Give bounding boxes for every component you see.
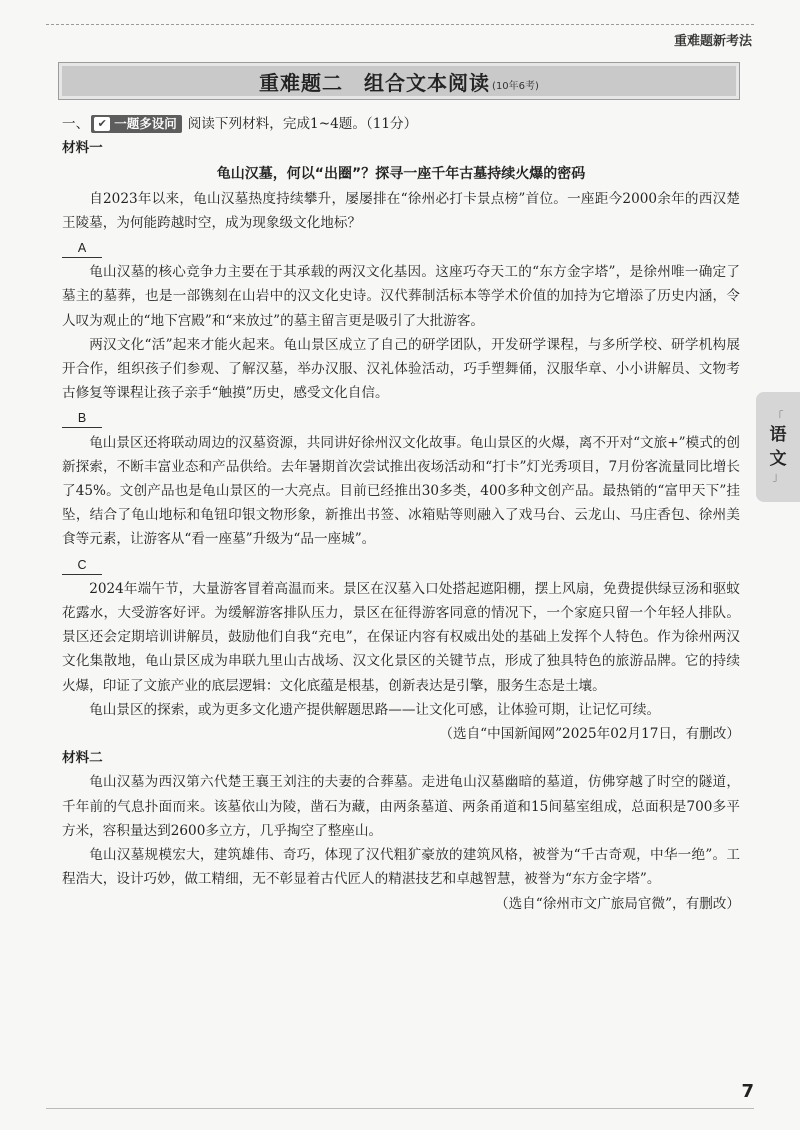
header-section-tag: 重难题新考法 <box>673 34 752 49</box>
article-title: 龟山汉墓，何以“出圈”？探寻一座千年古墓持续火爆的密码 <box>216 166 586 183</box>
tab-char-2: 文 <box>769 449 787 469</box>
section-title-bar <box>58 62 740 100</box>
material2-paragraph2: 龟山汉墓规模宏大，建筑雄伟、奇巧，体现了汉代粗犷豪放的建筑风格，被誉为“千古奇观，中华一绝”。工程浩大，设计巧妙，做工精细，无不彰显着古代匠人的精湛技艺和卓越智慧，被誉为“东方金字塔”。 <box>62 847 740 888</box>
paragraph-a2: 两汉文化“活”起来才能火起来。龟山景区成立了自己的研学团队，开发研学课程，与多所学校、研学机构展开合作，组织孩子们参观、了解汉墓，举办汉服、汉礼体验活动，巧手塑舞俑，汉服华章、小小讲解员、文物考古修复等课程让孩子亲手“触摸”历史，感受文化自信。 <box>62 336 740 402</box>
blank-a: A <box>62 239 102 258</box>
material2-source: （选自“徐州市文广旅局官微”，有删改） <box>495 895 740 912</box>
tab-char-1: 语 <box>769 425 787 445</box>
paragraph-a1: 龟山汉墓的核心竞争力主要在于其承载的两汉文化基因。这座巧夺天工的“东方金字塔”，是徐州唯一确定了墓主的墓葬，也是一部镌刻在山岩中的汉文化史诗。汉代葬制活标本等学术价值的加持为它增添了历史内涵，令人叹为观止的“地下宫殿”和“来放过”的墓主留言更是吸引了大批游客。 <box>62 264 740 329</box>
header-divider <box>46 24 754 25</box>
paragraph-c1: 2024年端午节，大量游客冒着高温而来。景区在汉墓入口处搭起遮阳棚，摆上风扇，免费提供绿豆汤和驱蚊花露水，大受游客好评。为缓解游客排队压力，景区在征得游客同意的情况下，一个家庭只留一个年轻人排队。景区还会定期培训讲解员，鼓励他们自我“充电”，在保证内容有权威出处的基础上发挥个人特色。作为徐州两汉文化集散地，龟山景区成为串联九里山古战场、汉文化景区的关键节点，形成了独具特色的旅游品牌。它的持续火爆，印证了文旅产业的底层逻辑：文化底蕴是根基，创新表达是引擎，服务生态是土壤。 <box>62 580 740 694</box>
question-number: 一、 <box>62 116 90 132</box>
tab-bracket-close: 」 <box>772 470 784 483</box>
section-frequency: (10年6考) <box>492 80 539 92</box>
subject-side-tab <box>756 392 800 502</box>
article-intro: 自2023年以来，龟山汉墓热度持续攀升，屡屡排在“徐州必打卡景点榜”首位。一座距今2000余年的西汉楚王陵墓，为何能跨越时空，成为现象级文化地标？ <box>62 190 740 231</box>
section-title: 重难题二 组合文本阅读 <box>259 70 491 95</box>
main-content <box>62 112 740 916</box>
footer-divider <box>46 1108 754 1109</box>
question-type-badge <box>91 115 182 133</box>
material2-label: 材料二 <box>62 750 103 767</box>
blank-c: C <box>62 556 102 575</box>
page-number: 7 <box>741 1081 754 1102</box>
paragraph-b1: 龟山景区还将联动周边的汉墓资源，共同讲好徐州汉文化故事。龟山景区的火爆，离不开对“文旅+”模式的创新探索，不断丰富业态和产品供给。去年暑期首次尝试推出夜场活动和“打卡”灯光秀项目，7月份客流量同比增长了45%。文创产品也是龟山景区的一大亮点。目前已经推出30多类，400多种文创产品。最热销的“富甲天下”挂坠，结合了龟山地标和龟钮印银文物形象，新推出书签、冰箱贴等则融入了戏马台、云龙山、马庄香包、徐州美食等元素，让游客从“看一座墓”升级为“品一座城”。 <box>62 434 740 548</box>
material1-source: （选自“中国新闻网”2025年02月17日，有删改） <box>439 726 740 743</box>
material2-paragraph1: 龟山汉墓为西汉第六代楚王襄王刘注的夫妻的合葬墓。走进龟山汉墓幽暗的墓道，仿佛穿越了时空的隧道，千年前的气息扑面而来。该墓依山为陵，凿石为藏，由两条墓道、两条甬道和15间墓室组成，总面积是700多平方米，容积量达到2600多立方，几乎掏空了整座山。 <box>62 774 740 839</box>
material1-label: 材料一 <box>62 140 103 157</box>
check-icon: ✔ <box>94 117 110 131</box>
badge-label: 一题多设问 <box>114 116 177 131</box>
blank-b: B <box>62 409 102 428</box>
question-prompt: 阅读下列材料，完成1~4题。（11分） <box>187 116 418 132</box>
paragraph-closing: 龟山景区的探索，或为更多文化遗产提供解题思路——让文化可感，让体验可期，让记忆可续。 <box>89 701 661 718</box>
tab-bracket-open: 「 <box>772 410 784 423</box>
question-header <box>62 112 740 136</box>
